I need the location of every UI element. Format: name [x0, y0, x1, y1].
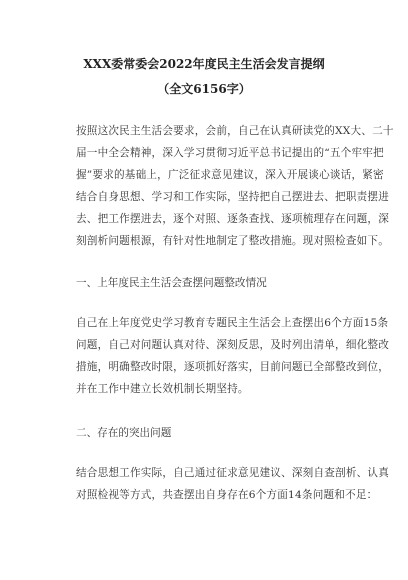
section-2-heading: 二、存在的突出问题	[76, 427, 172, 439]
intro-line-1: 按照这次民主生活会要求，会前，自己在认真研读党的XX大、二十	[76, 125, 394, 137]
section-2-line-1: 结合思想工作实际，自己通过征求意见建议、深刻自查剖析、认真	[76, 467, 390, 479]
section-1-line-2: 问题，自己对问题认真对待、深刻反思，及时列出清单，细化整改	[76, 339, 390, 351]
intro-line-2: 届一中全会精神，深入学习贯彻习近平总书记提出的“五个牢牢把	[76, 147, 384, 159]
section-1-line-1: 自己在上年度党史学习教育专题民主生活会上查摆出6个方面15条	[76, 317, 389, 329]
document-title: XXX委常委会2022年度民主生活会发言提纲	[83, 57, 325, 71]
section-1-line-3: 措施，明确整改时限，逐项抓好落实，目前问题已全部整改到位，	[76, 361, 390, 373]
intro-line-3: 握”要求的基础上，广泛征求意见建议，深入开展谈心谈话，紧密	[76, 169, 384, 181]
section-2-line-2: 对照检视等方式，共查摆出自身存在6个方面14条问题和不足：	[76, 489, 378, 501]
intro-line-6: 刻剖析问题根源，有针对性地制定了整改措施。现对照检查如下。	[76, 235, 390, 247]
intro-line-5: 去、把工作摆进去，逐个对照、逐条查找、逐项梳理存在问题，深	[76, 213, 390, 225]
section-1-heading: 一、上年度民主生活会查摆问题整改情况	[76, 277, 267, 289]
document-subtitle: （全文6156字）	[157, 82, 251, 96]
section-1-line-4: 并在工作中建立长效机制长期坚持。	[76, 383, 249, 395]
intro-line-4: 结合自身思想、学习和工作实际，坚持把自己摆进去、把职责摆进	[76, 191, 390, 203]
